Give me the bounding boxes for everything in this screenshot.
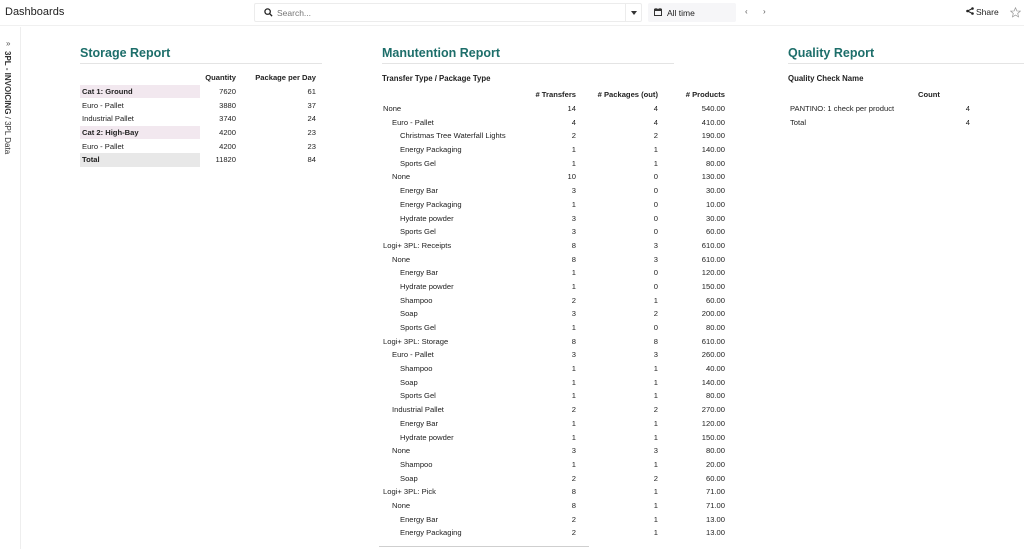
cell-packages-out: 1 — [653, 391, 658, 401]
table-row — [382, 321, 727, 335]
cell-packages-out: 1 — [653, 432, 658, 442]
cell-packages-out: 0 — [653, 323, 658, 333]
row-header[interactable]: PANTINO: 1 check per product — [790, 104, 895, 114]
cell-quantity: 4200 — [219, 128, 236, 138]
cell-transfers: 1 — [571, 323, 576, 333]
cell-quantity: 4200 — [219, 141, 236, 151]
cell-packages-out: 0 — [653, 227, 658, 237]
table-row — [382, 156, 727, 170]
table-row — [382, 211, 727, 225]
row-header[interactable]: Energy Packaging — [400, 199, 462, 209]
cell-products: 120.00 — [701, 418, 725, 428]
row-header[interactable]: Hydrate powder — [400, 213, 454, 223]
cell-products: 71.00 — [705, 500, 725, 510]
cell-quantity: 3880 — [219, 100, 236, 110]
divider — [379, 546, 589, 547]
cell-count: 4 — [965, 104, 970, 114]
table-row — [382, 348, 727, 362]
cell-products: 60.00 — [705, 227, 725, 237]
row-header[interactable]: None — [392, 446, 411, 456]
row-header[interactable]: Sports Gel — [400, 227, 436, 237]
pivot-corner — [80, 71, 200, 85]
cell-packages-out: 4 — [653, 117, 658, 127]
row-header[interactable]: Total — [790, 117, 807, 127]
caret-down-icon — [631, 11, 637, 15]
cell-packages-out: 3 — [653, 446, 658, 456]
row-header[interactable]: Shampoo — [400, 459, 433, 469]
cell-products: 410.00 — [701, 117, 725, 127]
cell-package-per-day: 37 — [307, 100, 316, 110]
cell-transfers: 8 — [571, 240, 576, 250]
row-header[interactable]: Energy Packaging — [400, 528, 462, 538]
column-header-packages-out[interactable]: # Packages (out) — [597, 90, 658, 100]
cell-packages-out: 1 — [653, 487, 658, 497]
cell-packages-out: 1 — [653, 295, 658, 305]
storage-report — [80, 27, 322, 167]
cell-products: 60.00 — [705, 473, 725, 483]
manutention-report-title: Manutention Report — [382, 27, 674, 64]
row-header[interactable]: Sports Gel — [400, 158, 436, 168]
row-header[interactable]: Logi+ 3PL: Pick — [383, 487, 436, 497]
date-filter-button[interactable] — [648, 3, 736, 22]
row-header[interactable]: Euro - Pallet — [82, 100, 124, 110]
row-header[interactable]: Soap — [400, 309, 418, 319]
cell-packages-out: 0 — [653, 213, 658, 223]
cell-package-per-day: 23 — [307, 141, 316, 151]
cell-packages-out: 8 — [653, 336, 658, 346]
table-row — [382, 293, 727, 307]
dashboard-side-rail — [0, 27, 21, 549]
row-header[interactable]: Logi+ 3PL: Receipts — [383, 240, 452, 250]
row-header[interactable]: Energy Bar — [400, 514, 438, 524]
quality-report — [788, 27, 1024, 129]
cell-quantity: 7620 — [219, 87, 236, 97]
cell-products: 200.00 — [701, 309, 725, 319]
cell-count: 4 — [965, 117, 970, 127]
table-row — [80, 85, 318, 99]
table-row — [80, 112, 318, 126]
column-header-package-per-day[interactable]: Package per Day — [255, 73, 316, 83]
table-row — [382, 458, 727, 472]
table-row — [382, 430, 727, 444]
cell-packages-out: 0 — [653, 268, 658, 278]
table-row — [382, 485, 727, 499]
cell-transfers: 1 — [571, 418, 576, 428]
table-row — [80, 98, 318, 112]
row-header[interactable]: Shampoo — [400, 295, 433, 305]
pivot-corner — [382, 88, 522, 102]
row-header[interactable]: Euro - Pallet — [82, 141, 124, 151]
cell-transfers: 1 — [571, 391, 576, 401]
row-header[interactable]: Logi+ 3PL: Storage — [383, 336, 449, 346]
cell-products: 80.00 — [705, 446, 725, 456]
table-row — [382, 102, 727, 116]
cell-package-per-day: 61 — [307, 87, 316, 97]
table-row — [80, 126, 318, 140]
row-header[interactable]: Euro - Pallet — [392, 117, 434, 127]
table-row — [382, 417, 727, 431]
cell-packages-out: 1 — [653, 158, 658, 168]
table-row — [382, 307, 727, 321]
favorite-star-icon[interactable] — [1010, 5, 1021, 23]
cell-products: 140.00 — [701, 377, 725, 387]
cell-package-per-day: 23 — [307, 128, 316, 138]
cell-transfers: 4 — [571, 117, 576, 127]
table-row — [382, 252, 727, 266]
cell-transfers: 2 — [571, 528, 576, 538]
cell-products: 30.00 — [705, 186, 725, 196]
search-box[interactable] — [254, 3, 642, 22]
cell-products: 10.00 — [705, 199, 725, 209]
cell-transfers: 2 — [571, 514, 576, 524]
manutention-pivot-table — [382, 88, 727, 540]
cell-transfers: 3 — [571, 186, 576, 196]
cell-packages-out: 4 — [653, 104, 658, 114]
cell-transfers: 10 — [567, 172, 576, 182]
cell-transfers: 1 — [571, 364, 576, 374]
table-row — [382, 198, 727, 212]
cell-transfers: 8 — [571, 254, 576, 264]
cell-products: 540.00 — [701, 104, 725, 114]
cell-products: 40.00 — [705, 364, 725, 374]
cell-products: 190.00 — [701, 131, 725, 141]
expand-sidebar-icon[interactable]: » — [6, 39, 11, 48]
share-button[interactable] — [966, 7, 999, 17]
table-row — [382, 471, 727, 485]
previous-period-button[interactable]: ‹ — [745, 7, 748, 16]
cell-packages-out: 2 — [653, 405, 658, 415]
cell-quantity: 3740 — [219, 114, 236, 124]
cell-transfers: 1 — [571, 199, 576, 209]
cell-packages-out: 1 — [653, 500, 658, 510]
cell-products: 610.00 — [701, 336, 725, 346]
table-row — [382, 444, 727, 458]
row-header[interactable]: None — [383, 104, 402, 114]
row-header[interactable]: Soap — [400, 377, 418, 387]
cell-packages-out: 2 — [653, 473, 658, 483]
row-header[interactable]: Euro - Pallet — [392, 350, 434, 360]
table-row — [382, 512, 727, 526]
row-header[interactable]: Cat 1: Ground — [80, 85, 200, 99]
table-row — [382, 403, 727, 417]
cell-transfers: 14 — [567, 104, 576, 114]
cell-packages-out: 3 — [653, 240, 658, 250]
table-row — [788, 102, 972, 116]
row-header[interactable]: Energy Bar — [400, 268, 438, 278]
cell-packages-out: 1 — [653, 364, 658, 374]
table-row — [382, 389, 727, 403]
top-bar — [0, 0, 1024, 26]
cell-packages-out: 1 — [653, 145, 658, 155]
total-row — [788, 115, 972, 129]
row-header[interactable]: None — [392, 500, 411, 510]
cell-transfers: 8 — [571, 487, 576, 497]
row-header[interactable]: Cat 2: High-Bay — [80, 126, 200, 140]
cell-packages-out: 0 — [653, 172, 658, 182]
table-row — [382, 115, 727, 129]
table-row — [382, 375, 727, 389]
column-header-quantity[interactable]: Quantity — [205, 73, 236, 83]
cell-transfers: 1 — [571, 432, 576, 442]
cell-transfers: 1 — [571, 158, 576, 168]
cell-products: 80.00 — [705, 323, 725, 333]
cell-products: 60.00 — [705, 295, 725, 305]
column-header-count[interactable]: Count — [918, 90, 940, 100]
search-options-toggle[interactable] — [625, 4, 641, 21]
group-by-header[interactable]: Quality Check Name — [788, 74, 864, 83]
cell-transfers: 1 — [571, 145, 576, 155]
row-header[interactable]: Industrial Pallet — [82, 114, 134, 124]
cell-package-per-day: 24 — [307, 114, 316, 124]
dashboard-content — [22, 27, 1024, 549]
cell-transfers: 3 — [571, 227, 576, 237]
cell-products: 80.00 — [705, 391, 725, 401]
cell-transfers: 3 — [571, 350, 576, 360]
cell-products: 270.00 — [701, 405, 725, 415]
cell-packages-out: 1 — [653, 459, 658, 469]
column-header-transfers[interactable]: # Transfers — [535, 90, 576, 100]
breadcrumb-section: 3PL - INVOICING — [3, 51, 12, 115]
table-row — [382, 143, 727, 157]
table-row — [382, 129, 727, 143]
pivot-corner — [788, 88, 908, 102]
cell-products: 30.00 — [705, 213, 725, 223]
cell-products: 610.00 — [701, 240, 725, 250]
manutention-report — [382, 27, 725, 540]
share-label: Share — [976, 7, 999, 17]
table-row — [382, 225, 727, 239]
calendar-icon — [654, 8, 662, 18]
quality-pivot-table — [788, 88, 972, 129]
cell-products: 13.00 — [705, 514, 725, 524]
table-row — [382, 526, 727, 540]
search-icon — [259, 8, 277, 17]
cell-transfers: 2 — [571, 405, 576, 415]
table-row — [80, 139, 318, 153]
cell-transfers: 8 — [571, 336, 576, 346]
table-row — [382, 280, 727, 294]
cell-packages-out: 0 — [653, 186, 658, 196]
storage-report-title: Storage Report — [80, 27, 322, 64]
cell-products: 80.00 — [705, 158, 725, 168]
cell-transfers: 1 — [571, 281, 576, 291]
cell-transfers: 3 — [571, 446, 576, 456]
table-row — [382, 499, 727, 513]
row-header[interactable]: Hydrate powder — [400, 432, 454, 442]
table-row — [382, 362, 727, 376]
cell-packages-out: 1 — [653, 418, 658, 428]
app-title: Dashboards — [5, 6, 65, 18]
cell-package-per-day: 84 — [307, 155, 316, 165]
row-header[interactable]: Soap — [400, 473, 418, 483]
cell-products: 610.00 — [701, 254, 725, 264]
column-header-products[interactable]: # Products — [685, 90, 725, 100]
cell-packages-out: 2 — [653, 309, 658, 319]
cell-quantity: 11820 — [215, 155, 236, 165]
cell-transfers: 1 — [571, 377, 576, 387]
cell-packages-out: 1 — [653, 528, 658, 538]
row-header[interactable]: Sports Gel — [400, 391, 436, 401]
cell-transfers: 3 — [571, 309, 576, 319]
cell-transfers: 2 — [571, 473, 576, 483]
table-row — [382, 266, 727, 280]
row-header[interactable]: None — [392, 172, 411, 182]
row-header[interactable]: Christmas Tree Waterfall Lights — [400, 131, 506, 141]
row-header[interactable]: Sports Gel — [400, 323, 436, 333]
cell-products: 71.00 — [705, 487, 725, 497]
cell-packages-out: 1 — [653, 514, 658, 524]
cell-transfers: 3 — [571, 213, 576, 223]
cell-products: 20.00 — [705, 459, 725, 469]
table-row — [382, 239, 727, 253]
cell-products: 13.00 — [705, 528, 725, 538]
cell-packages-out: 0 — [653, 199, 658, 209]
row-header[interactable]: Energy Bar — [400, 186, 438, 196]
table-row — [382, 184, 727, 198]
search-input[interactable] — [277, 5, 625, 21]
cell-products: 150.00 — [701, 281, 725, 291]
row-header[interactable]: Energy Bar — [400, 418, 438, 428]
storage-pivot-table — [80, 71, 318, 167]
row-header[interactable]: Energy Packaging — [400, 145, 462, 155]
date-filter-label: All time — [667, 7, 695, 18]
row-header[interactable]: Industrial Pallet — [392, 405, 444, 415]
cell-transfers: 1 — [571, 268, 576, 278]
row-header[interactable]: None — [392, 254, 411, 264]
cell-products: 140.00 — [701, 145, 725, 155]
table-row — [382, 334, 727, 348]
cell-products: 150.00 — [701, 432, 725, 442]
cell-transfers: 2 — [571, 295, 576, 305]
row-header[interactable]: Total — [80, 153, 200, 167]
quality-report-title: Quality Report — [788, 27, 1024, 64]
cell-packages-out: 3 — [653, 350, 658, 360]
breadcrumb-separator: / — [3, 114, 12, 122]
cell-transfers: 2 — [571, 131, 576, 141]
group-by-header[interactable]: Transfer Type / Package Type — [382, 74, 491, 83]
row-header[interactable]: Hydrate powder — [400, 281, 454, 291]
cell-packages-out: 0 — [653, 281, 658, 291]
cell-products: 120.00 — [701, 268, 725, 278]
cell-transfers: 1 — [571, 459, 576, 469]
breadcrumb-dashboard: 3PL Data — [3, 121, 12, 155]
cell-packages-out: 1 — [653, 377, 658, 387]
cell-products: 130.00 — [701, 172, 725, 182]
dashboard-breadcrumb — [3, 51, 12, 154]
share-icon — [966, 7, 974, 17]
total-row — [80, 153, 318, 167]
cell-products: 260.00 — [701, 350, 725, 360]
cell-transfers: 8 — [571, 500, 576, 510]
next-period-button[interactable]: › — [763, 7, 766, 16]
cell-packages-out: 2 — [653, 131, 658, 141]
row-header[interactable]: Shampoo — [400, 364, 433, 374]
table-row — [382, 170, 727, 184]
cell-packages-out: 3 — [653, 254, 658, 264]
